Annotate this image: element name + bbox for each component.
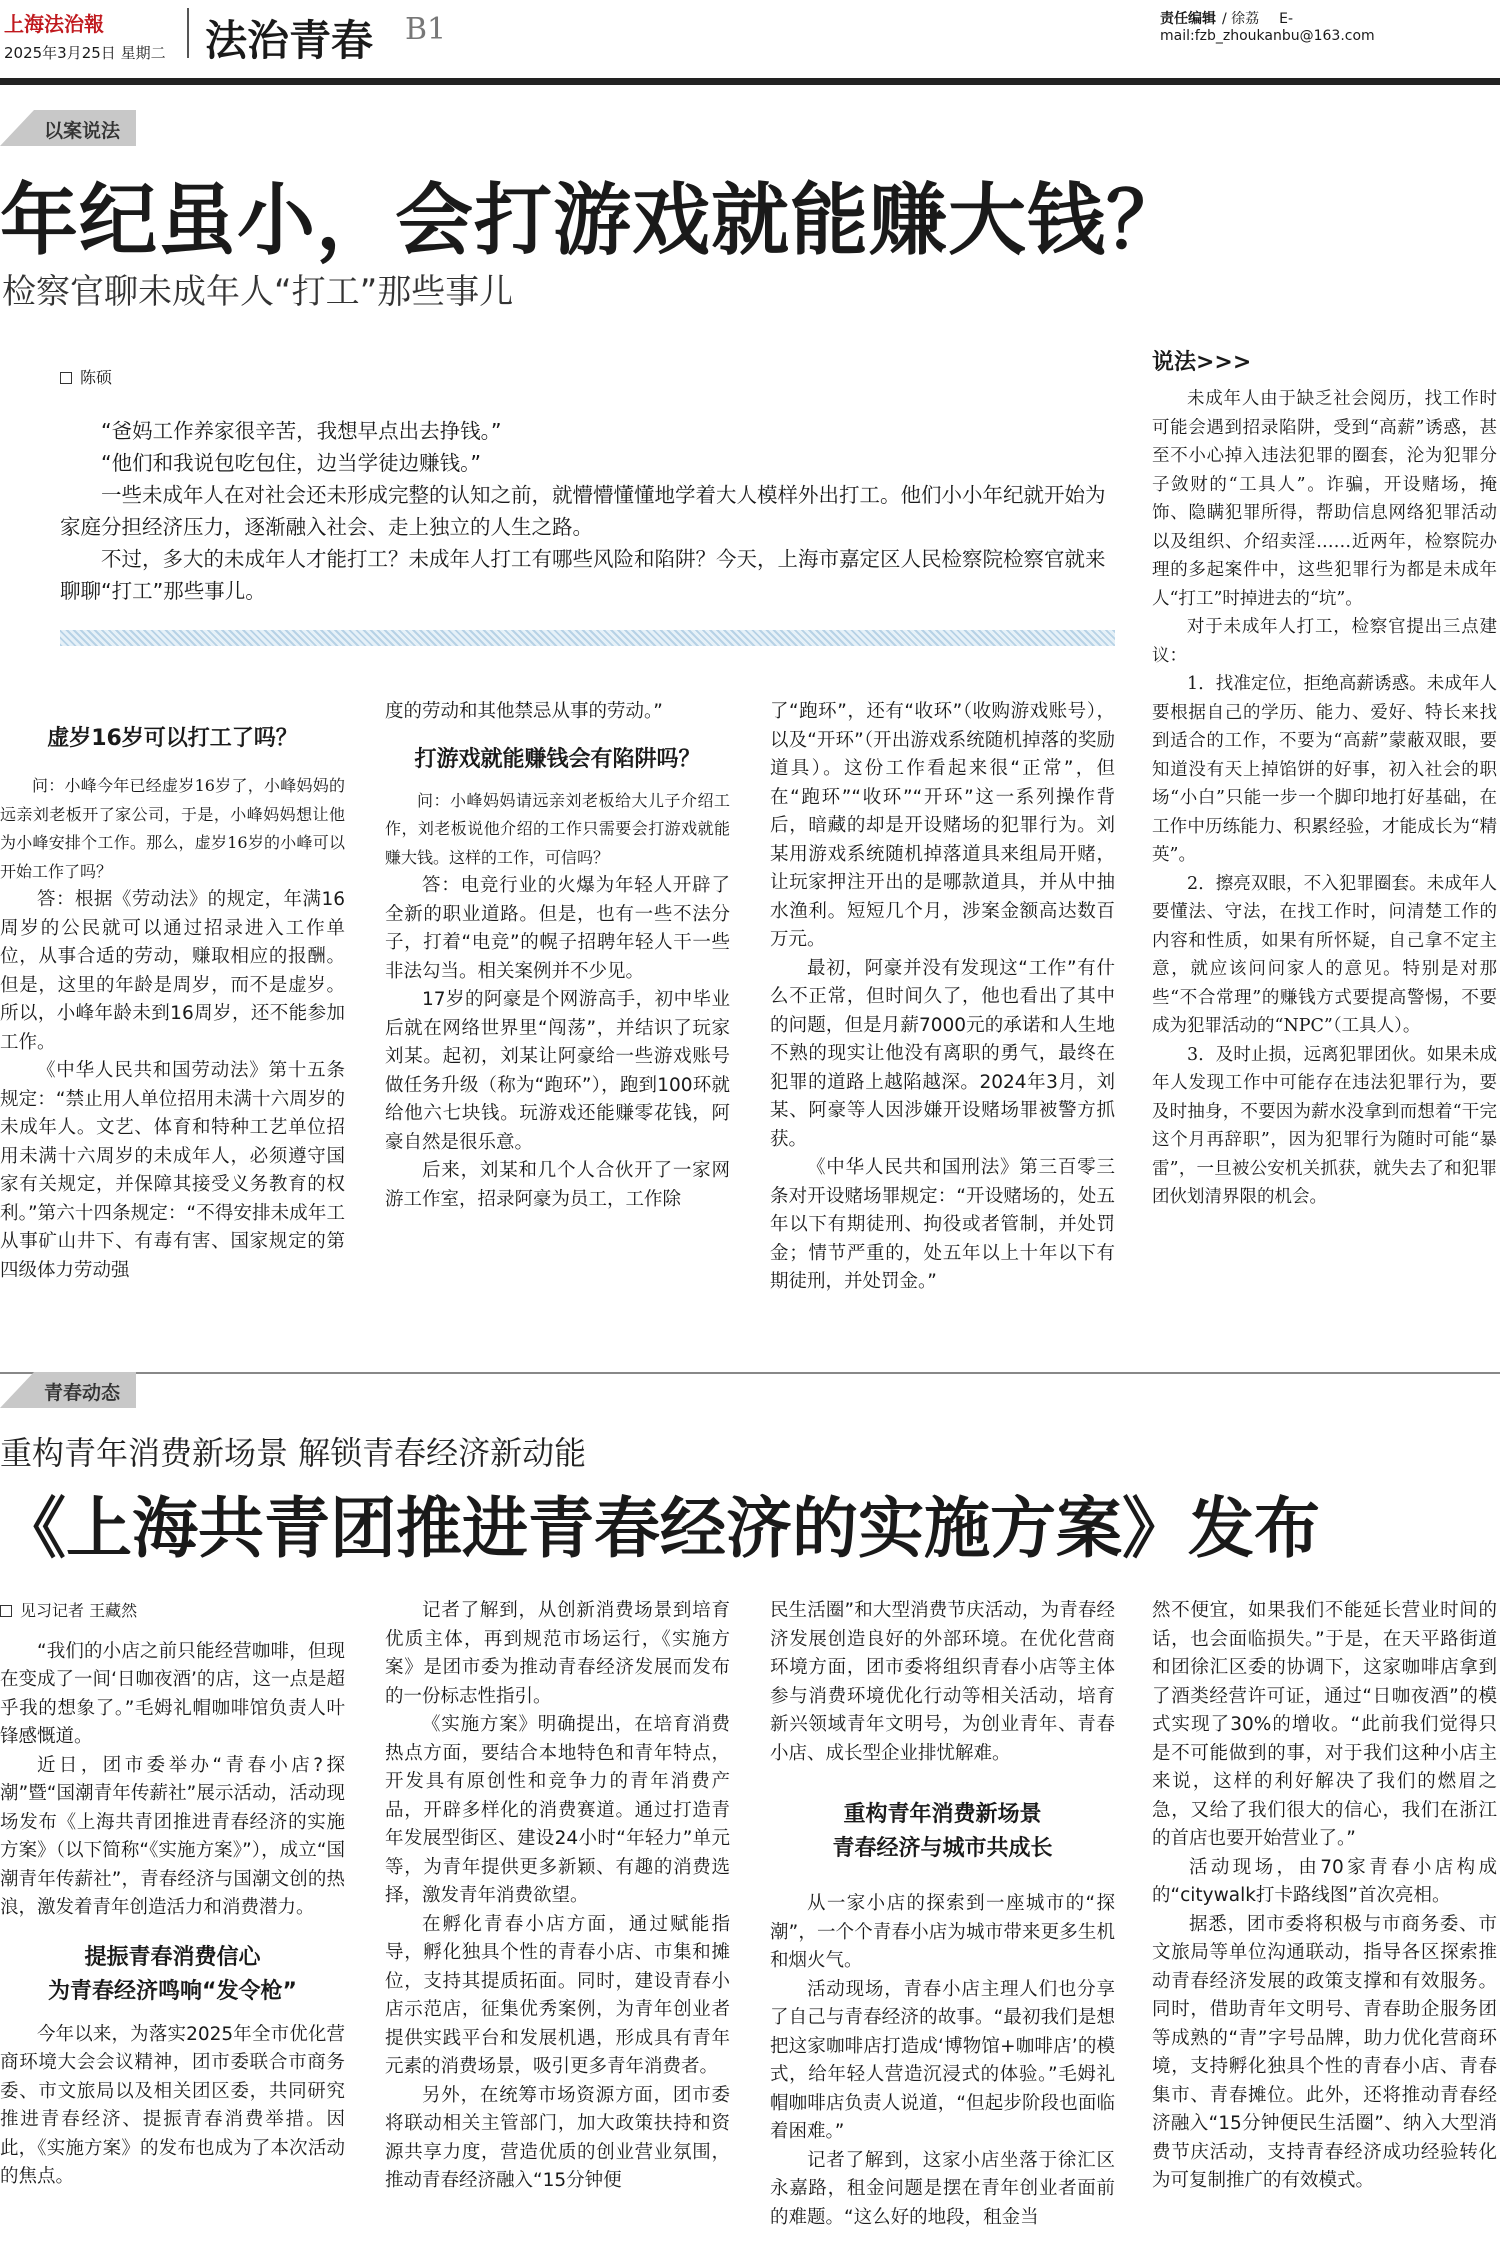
commentary-paragraph: 2．擦亮双眼，不入犯罪圈套。未成年人要懂法、守法，在找工作时，问清楚工作的内容和性质，如果有所怀疑，自己拿不定主意，就应该问问家人的意见。特别是对那些“不合常理”的赚钱方式要提高警惕，不要成为犯罪活动的“NPC”（工具人）。 [1152, 873, 1497, 1036]
body-paragraph: 17岁的阿豪是个网游高手，初中毕业后就在网络世界里“闯荡”，并结识了玩家刘某。起初，刘某让阿豪给一些游戏账号做任务升级（称为“跑环”），跑到100环就给他六七块钱。玩游戏还能赚零花钱，阿豪自然是很乐意。 [385, 989, 730, 1153]
answer-paragraph: 答：电竞行业的火爆为年轻人开辟了全新的职业道路。但是，也有一些不法分子，打着“电竞”的幌子招聘年轻人干一些非法勾当。相关案例并不少见。 [385, 875, 730, 982]
commentary-paragraph: 1．找准定位，拒绝高薪诱惑。未成年人要根据自己的学历、能力、爱好、特长来找到适合的工作，不要为“高薪”蒙蔽双眼，要知道没有天上掉馅饼的好事，初入社会的职场“小白”只能一步一个脚印地打好基础，在工作中历练能力、积累经验，才能成长为“精英”。 [1152, 674, 1497, 865]
story1-byline: 陈硕 [60, 365, 112, 388]
lead-paragraph: 不过，多大的未成年人才能打工？未成年人打工有哪些风险和陷阱？今天，上海市嘉定区人民检察院检察官就来聊聊“打工”那些事儿。 [60, 547, 1106, 603]
column-tag [0, 100, 136, 146]
body-paragraph: 活动现场，青春小店主理人们也分享了自己与青春经济的故事。“最初我们是想把这家咖啡店打造成‘博物馆+咖啡店’的模式，给年轻人营造沉浸式的体验。”毛姆礼帽咖啡店负责人说道，“但起步阶段也面临着困难。” [770, 1978, 1115, 2142]
story1-subhead: 检察官聊未成年人“打工”那些事儿 [2, 272, 514, 312]
story1-lead [60, 415, 1115, 607]
body-paragraph: 后来，刘某和几个人合伙开了一家网游工作室，招录阿豪为员工，工作除 [385, 1160, 730, 1210]
body-paragraph: 据悉，团市委将积极与市商务委、市文旅局等单位沟通联动，指导各区探索推动青春经济发展的政策支撑和有效服务。同时，借助青年文明号、青春助企服务团等成熟的“青”字号品牌，助力优化营商环境，支持孵化独具个性的青春小店、青春集市、青春摊位。此外，还将推动青春经济融入“15分钟便民生活圈”、纳入大型消费节庆活动，支持青春经济成功经验转化为可复制推广的有效模式。 [1152, 1913, 1497, 2191]
column-tag-label: 以案说法 [34, 110, 136, 146]
commentary-sidebar [1152, 385, 1497, 1212]
body-paragraph: 记者了解到，这家小店坐落于徐汇区永嘉路，租金问题是摆在青年创业者面前的难题。“这么好的地段，租金当 [770, 2149, 1115, 2228]
body-paragraph: 《中华人民共和国刑法》第三百零三条对开设赌场罪规定：“开设赌场的，处五年以下有期徒刑、拘役或者管制，并处罚金；情节严重的，处五年以上十年以下有期徒刑，并处罚金。” [770, 1157, 1115, 1292]
commentary-paragraph: 3．及时止损，远离犯罪团伙。如果未成年人发现工作中可能存在违法犯罪行为，要及时抽身，不要因为薪水没拿到而想着“干完这个月再辞职”，因为犯罪行为随时可能“暴雷”，一旦被公安机关抓获，就失去了和犯罪团伙划清界限的机会。 [1152, 1044, 1497, 1207]
body-paragraph: 今年以来，为落实2025年全市优化营商环境大会会议精神，团市委联合市商务委、市文旅局以及相关团区委，共同研究推进青春经济、提振青春消费举措。因此，《实施方案》的发布也成为了本次活动的焦点。 [0, 2023, 345, 2187]
body-paragraph: 在孵化青春小店方面，通过赋能指导，孵化独具个性的青春小店、市集和摊位，支持其提质拓面。同时，建设青春小店示范店，征集优秀案例，为青年创业者提供实践平台和发展机遇，形成具有青年元素的消费场景，吸引更多青年消费者。 [385, 1913, 730, 2077]
story1-column-3 [770, 698, 1115, 1297]
editor-email: E-mail:fzb_zhoukanbu@163.com [1160, 11, 1375, 44]
body-paragraph: 活动现场，由70家青春小店构成的“citywalk打卡路线图”首次亮相。 [1152, 1856, 1497, 1906]
commentary-paragraph: 未成年人由于缺乏社会阅历，找工作时可能会遇到招录陷阱，受到“高薪”诱惑，甚至不小心掉入违法犯罪的圈套，沦为犯罪分子敛财的“工具人”。诈骗，开设赌场，掩饰、隐瞒犯罪所得，帮助信息网络犯罪活动以及组织、介绍卖淫……近两年，检察院办理的多起案件中，这些犯罪行为都是未成年人“打工”时掉进去的“坑”。 [1152, 389, 1497, 609]
story1-headline: 年纪虽小，会打游戏就能赚大钱？ [0, 175, 1186, 266]
body-paragraph: 最初，阿豪并没有发现这“工作”有什么不正常，但时间久了，他也看出了其中的问题，但是月薪7000元的承诺和人生地不熟的现实让他没有离职的勇气，最终在犯罪的道路上越陷越深。2024年3月，刘某、阿豪等人因涉嫌开设赌场罪被警方抓获。 [770, 957, 1115, 1150]
body-paragraph: 从一家小店的探索到一座城市的“探潮”，一个个青春小店为城市带来更多生机和烟火气。 [770, 1893, 1115, 1971]
question-paragraph: 问：小峰妈妈请远亲刘老板给大儿子介绍工作，刘老板说他介绍的工作只需要会打游戏就能赚大钱。这样的工作，可信吗？ [385, 790, 730, 867]
story2-column-3 [770, 1597, 1115, 2232]
story1-col2-heading: 打游戏就能赚钱会有陷阱吗？ [414, 746, 701, 772]
story2-column-4 [1152, 1597, 1497, 2196]
issue-date: 2025年3月25日 星期二 [4, 44, 166, 62]
body-paragraph: 近日，团市委举办“青春小店?探潮”暨“国潮青年传薪社”展示活动，活动现场发布《上海共青团推进青春经济的实施方案》（以下简称“《实施方案》”），成立“国潮青年传薪社”，青春经济与国潮文创的热浪，激发着青年创造活力和消费潜力。 [0, 1754, 345, 1918]
body-paragraph: 民生活圈”和大型消费节庆活动，为青春经济发展创造良好的外部环境。在优化营商环境方面，团市委将组织青春小店等主体参与消费环境优化行动等相关活动，培育新兴领域青年文明号，为创业青年、青春小店、成长型企业排忧解难。 [770, 1600, 1115, 1764]
lead-paragraph: “他们和我说包吃包住，边当学徒边赚钱。” [101, 451, 481, 475]
question-paragraph: 问：小峰今年已经虚岁16岁了，小峰妈妈的远亲刘老板开了家公司，于是，小峰妈妈想让他为小峰安排个工作。那么，虚岁16岁的小峰可以开始工作了吗？ [0, 776, 345, 881]
header-rule [0, 78, 1500, 85]
section-title: 法治青春 [205, 16, 374, 65]
answer-paragraph: 答：根据《劳动法》的规定，年满16周岁的公民就可以通过招录进入工作单位，从事合适的劳动，赚取相应的报酬。但是，这里的年龄是周岁，而不是虚岁。所以，小峰年龄未到16周岁，还不能参加工作。 [0, 889, 345, 1053]
body-paragraph: 另外，在统筹市场资源方面，团市委将联动相关主管部门，加大政策扶持和资源共享力度，营造优质的创业营业氛围，推动青春经济融入“15分钟便 [385, 2084, 730, 2191]
byline-box-icon [0, 1605, 12, 1617]
byline-box-icon [60, 372, 72, 384]
column-tag-label: 青春动态 [34, 1372, 136, 1408]
story2-col1-heading: 提振青春消费信心 为青春经济鸣响“发令枪” [48, 1944, 297, 2004]
lead-paragraph: “爸妈工作养家很辛苦，我想早点出去挣钱。” [101, 419, 502, 443]
story1-column-2 [385, 698, 730, 1214]
page-number: B1 [405, 12, 447, 47]
story2-byline: 见习记者 王藏然 [0, 1597, 345, 1626]
body-paragraph: 《实施方案》明确提出，在培育消费热点方面，要结合本地特色和青年特点，开发具有原创性和竞争力的青年消费产品，开辟多样化的消费赛道。通过打造青年发展型街区、建设24小时“年轻力”单元等，为青年提供更多新颖、有趣的消费选择，激发青年消费欲望。 [385, 1714, 730, 1906]
lead-divider-band [60, 630, 1115, 646]
commentary-paragraph: 对于未成年人打工，检察官提出三点建议： [1152, 617, 1497, 666]
section-divider [0, 1372, 1500, 1374]
story1-column-1 [0, 722, 345, 1285]
masthead-logo: 上海法治報 [4, 12, 104, 36]
body-paragraph: 度的劳动和其他禁忌从事的劳动。” [385, 701, 663, 722]
editor-name: / 徐荔 [1222, 11, 1260, 27]
commentary-title: 说法>>> [1152, 350, 1252, 375]
body-paragraph: “我们的小店之前只能经营咖啡，但现在变成了一间‘日咖夜酒’的店，这一点是超乎我的想象了。”毛姆礼帽咖啡馆负责人叶锋感慨道。 [0, 1640, 345, 1747]
story2-col3-heading: 重构青年消费新场景 青春经济与城市共成长 [832, 1802, 1053, 1861]
body-paragraph: 记者了解到，从创新消费场景到培育优质主体，再到规范市场运行，《实施方案》是团市委为推动青春经济发展而发布的一份标志性指引。 [385, 1600, 730, 1707]
body-paragraph: 然不便宜，如果我们不能延长营业时间的话，也会面临损失。”于是，在天平路街道和团徐汇区委的协调下，这家咖啡店拿到了酒类经营许可证，通过“日咖夜酒”的模式实现了30%的增收。“此前我们觉得只是不可能做到的事，对于我们这种小店主来说，这样的利好解决了我们的燃眉之急，又给了我们很大的信心，我们在浙江的首店也要开始营业了。” [1152, 1600, 1497, 1849]
lead-paragraph: 一些未成年人在对社会还未形成完整的认知之前，就懵懵懂懂地学着大人模样外出打工。他们小小年纪就开始为家庭分担经济压力，逐渐融入社会、走上独立的人生之路。 [60, 483, 1106, 539]
column-tag [0, 1362, 136, 1408]
story2-headline: 《上海共青团推进青春经济的实施方案》发布 [0, 1489, 1320, 1567]
story2-subhead: 重构青年消费新场景 解锁青春经济新动能 [0, 1434, 587, 1472]
story2-column-2 [385, 1597, 730, 2196]
story2-column-1 [0, 1597, 345, 2192]
body-paragraph: 《中华人民共和国劳动法》第十五条规定：“禁止用人单位招用未满十六周岁的未成年人。文艺、体育和特种工艺单位招用未满十六周岁的未成年人，必须遵守国家有关规定，并保障其接受义务教育的权利。”第六十四条规定：“不得安排未成年工从事矿山井下、有毒有害、国家规定的第四级体力劳动强 [0, 1060, 345, 1281]
body-paragraph: 了“跑环”，还有“收环”（收购游戏账号），以及“开环”（开出游戏系统随机掉落的奖励道具）。这份工作看起来很“正常”，但在“跑环”“收环”“开环”这一系列操作背后，暗藏的却是开设赌场的犯罪行为。刘某用游戏系统随机掉落道具来组局开赌，让玩家押注开出的是哪款道具，并从中抽水渔利。短短几个月，涉案金额高达数百万元。 [770, 701, 1115, 950]
header-divider [187, 8, 189, 58]
editor-credit [1160, 8, 1500, 44]
editor-label: 责任编辑 [1160, 11, 1216, 27]
story1-col1-heading: 虚岁16岁可以打工了吗？ [47, 726, 298, 751]
